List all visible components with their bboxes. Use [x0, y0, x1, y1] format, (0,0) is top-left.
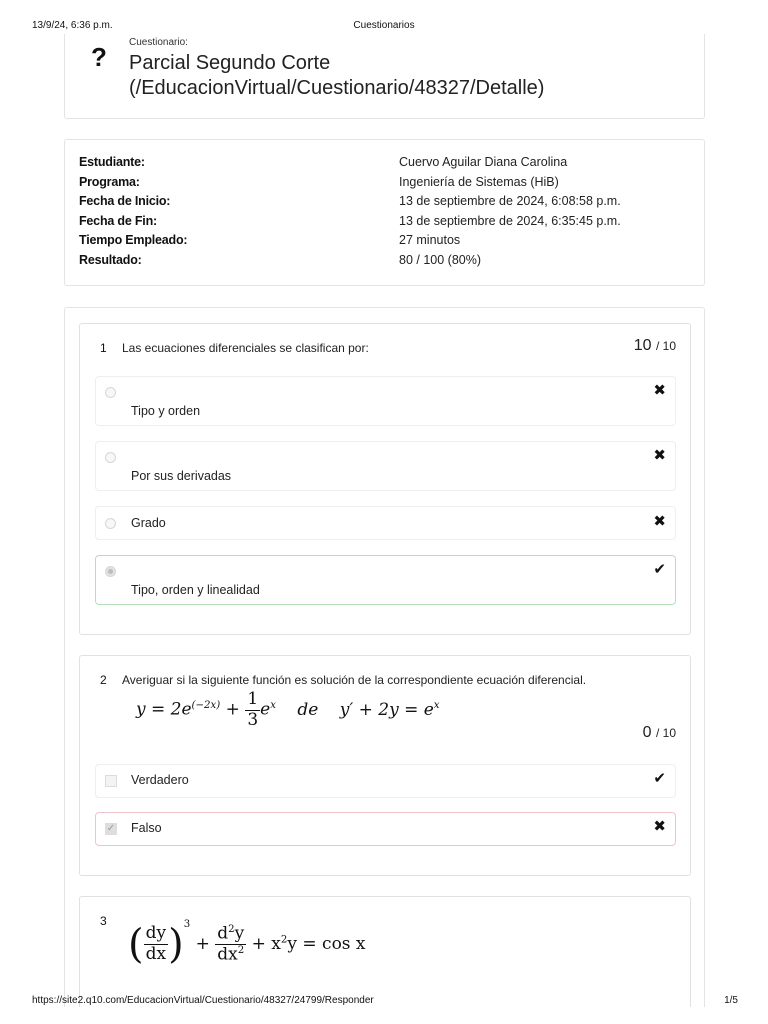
print-title: Cuestionarios	[353, 20, 415, 31]
eq-exponent: 2	[237, 945, 245, 956]
info-row-estudiante	[79, 155, 689, 175]
score-max: / 10	[655, 339, 676, 353]
eq-exponent: 2	[228, 923, 235, 935]
eq-part: + x	[251, 934, 281, 954]
info-value: 80 / 100 (80%)	[399, 253, 481, 267]
question-card-1	[79, 323, 691, 635]
info-label: Fecha de Inicio:	[79, 194, 171, 208]
fraction-numerator	[215, 924, 246, 945]
question-text: Las ecuaciones diferenciales se clasifican por:	[122, 341, 369, 355]
eq-part: d	[217, 923, 229, 944]
checkbox[interactable]	[105, 775, 117, 787]
score-max: / 10	[655, 726, 676, 740]
info-value: 27 minutos	[399, 233, 461, 247]
fraction-denominator	[215, 945, 246, 965]
question-number: 1	[100, 341, 107, 355]
info-row-fecha-fin	[79, 214, 689, 234]
fraction-numerator: dy	[145, 923, 167, 944]
info-value: 13 de septiembre de 2024, 6:35:45 p.m.	[399, 214, 621, 228]
question-text: Averiguar si la siguiente función es solución de la correspondiente ecuación diferencial.	[122, 673, 587, 687]
option-label: Por sus derivadas	[131, 469, 232, 483]
option-label: Tipo, orden y linealidad	[131, 583, 260, 597]
quiz-title-link[interactable]: Parcial Segundo Corte (/EducacionVirtual/Cuestionario/48327/Detalle)	[129, 52, 545, 99]
answer-option-correct[interactable]	[95, 555, 676, 605]
question-card-2	[79, 655, 691, 876]
answer-option[interactable]	[95, 441, 676, 491]
question-number: 3	[100, 914, 107, 928]
radio-button[interactable]	[105, 387, 116, 398]
option-label: Falso	[131, 821, 162, 835]
cross-icon: ✖	[653, 382, 666, 399]
info-value: Ingeniería de Sistemas (HiB)	[399, 175, 559, 189]
info-label: Resultado:	[79, 253, 142, 267]
radio-button[interactable]	[105, 518, 116, 529]
radio-button[interactable]	[105, 452, 116, 463]
info-row-resultado	[79, 253, 689, 273]
info-label: Estudiante:	[79, 155, 145, 169]
equation-q3	[128, 919, 366, 968]
info-label: Fecha de Fin:	[79, 214, 157, 228]
eq-part: y = 2e	[136, 699, 192, 720]
eq-part: y = cos x	[287, 934, 366, 954]
cross-icon: ✖	[653, 818, 666, 835]
option-label: Verdadero	[131, 773, 189, 787]
fraction-numerator: 1	[247, 689, 259, 709]
info-label: Tiempo Empleado:	[79, 233, 188, 247]
check-icon: ✔	[653, 770, 666, 787]
question-score	[634, 337, 676, 355]
answer-option[interactable]	[95, 764, 676, 798]
fraction	[144, 924, 169, 964]
info-row-programa	[79, 175, 689, 195]
eq-part: +	[225, 699, 240, 720]
equation-q2	[136, 690, 440, 730]
fraction-denominator: dx	[145, 944, 167, 964]
eq-part: y	[234, 923, 245, 944]
option-label: Tipo y orden	[131, 404, 201, 418]
question-card-3	[79, 896, 691, 1007]
eq-exponent: x	[270, 699, 276, 711]
question-mark-icon: ?	[91, 42, 107, 72]
eq-part: +	[195, 934, 210, 954]
quiz-title-panel	[64, 34, 705, 119]
question-number: 2	[100, 673, 107, 687]
print-url: https://site2.q10.com/EducacionVirtual/Cuestionario/48327/24799/Responder	[32, 995, 374, 1006]
info-row-tiempo	[79, 233, 689, 253]
score-value: 10	[633, 337, 652, 354]
eq-part: y′ + 2y = e	[339, 699, 434, 720]
paren-close: )	[168, 921, 184, 968]
fraction	[215, 924, 246, 965]
eq-exponent: (−2x)	[191, 699, 221, 711]
checkbox-checked[interactable]: ✓	[106, 823, 116, 834]
info-label: Programa:	[79, 175, 140, 189]
student-info-panel	[64, 139, 705, 286]
eq-exponent: x	[433, 699, 440, 711]
quiz-label: Cuestionario:	[129, 37, 188, 48]
check-icon: ✔	[653, 561, 666, 578]
info-value: Cuervo Aguilar Diana Carolina	[399, 155, 568, 169]
eq-part: de	[297, 699, 319, 720]
page-number: 1/5	[724, 995, 738, 1006]
answer-option-wrong[interactable]	[95, 812, 676, 846]
answer-option[interactable]	[95, 506, 676, 540]
score-value: 0	[642, 724, 652, 741]
question-score	[643, 724, 676, 742]
eq-part: dx	[217, 944, 238, 965]
info-row-fecha-inicio	[79, 194, 689, 214]
option-label: Grado	[131, 516, 166, 530]
radio-button-selected[interactable]	[105, 566, 116, 577]
eq-part: e	[260, 699, 271, 720]
info-value: 13 de septiembre de 2024, 6:08:58 p.m.	[399, 194, 621, 208]
fraction	[245, 690, 260, 730]
answer-option[interactable]	[95, 376, 676, 426]
fraction-denominator: 3	[247, 709, 259, 730]
eq-exponent: 2	[280, 934, 288, 946]
print-date: 13/9/24, 6:36 p.m.	[32, 20, 113, 31]
cross-icon: ✖	[653, 513, 666, 530]
eq-exponent: 3	[183, 919, 191, 930]
cross-icon: ✖	[653, 447, 666, 464]
paren-open: (	[128, 921, 144, 968]
